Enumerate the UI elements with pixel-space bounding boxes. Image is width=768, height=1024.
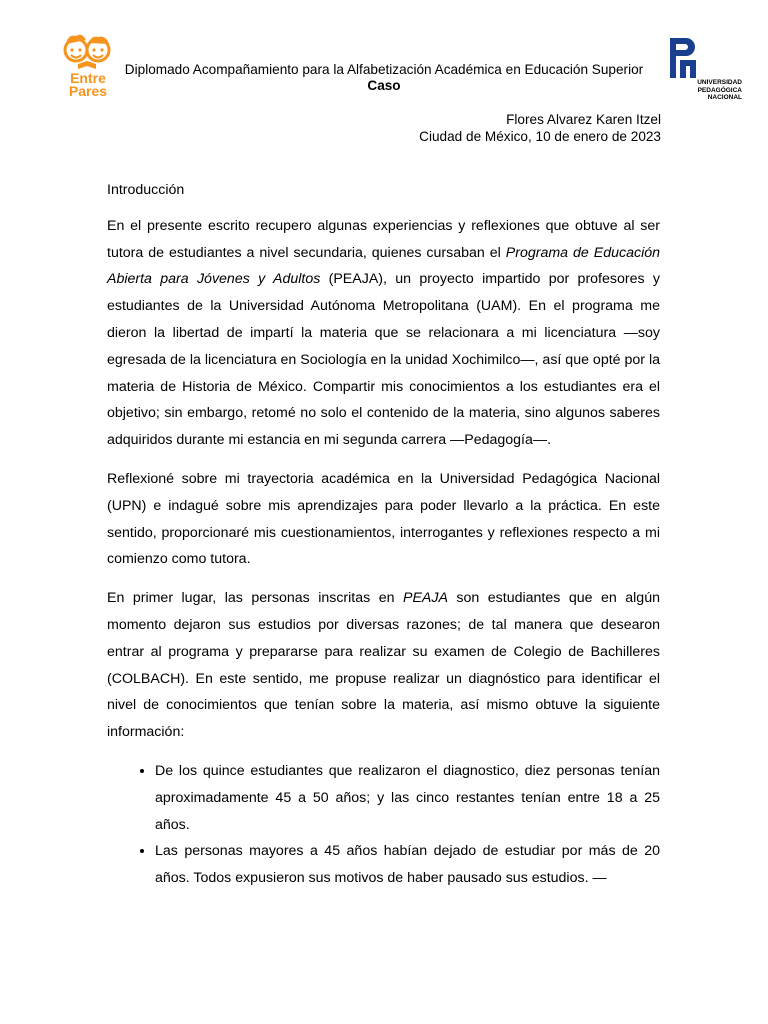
upn-logo [666, 38, 742, 104]
list-item: • De los quince estudiantes que realizaron el diagnostico, diez personas tenían aproximadamente 45 a 50 años; y las cinco restantes tenían entre 18 a 25 años. [155, 758, 660, 838]
upn-emblem-icon [668, 38, 698, 78]
program-name: Programa de Educación Abierta para Jóvenes y Adultos [107, 244, 661, 288]
entre-pares-logo [58, 28, 118, 104]
paragraph-1 [107, 213, 660, 454]
paragraph-1-part-b: (PEAJA), un proyecto impartido por profesores y estudiantes de la Universidad Autónoma Metropolitana (UAM). En el programa me dieron la libertad de impartí la materia que se relacionara a mi licenciatura —soy egresada de la licenciatura en Sociología en la unidad Xochimilco—, así que opté por la materia de Historia de México. Compartir mis conocimientos a los estudiantes era el objetivo; sin embargo, retomé no solo el contenido de la materia, sino algunos saberes adquiridos durante mi estancia en mi segunda carrera —Pedagogía—. [107, 271, 660, 449]
logo-text-pares: Pares [68, 83, 108, 99]
author-block [419, 111, 661, 145]
upn-text-nacional: NACIONAL [707, 94, 742, 101]
paragraph-3-part-a: En primer lugar, las personas inscritas en [107, 590, 403, 607]
paragraph-3 [107, 585, 660, 746]
logo-text-entre: Entre [70, 70, 106, 86]
upn-text-universidad: UNIVERSIDAD [697, 79, 742, 86]
place-date: Ciudad de México, 10 de enero de 2023 [419, 129, 661, 144]
section-heading: Introducción [107, 182, 185, 198]
list-item: • Las personas mayores a 45 años habían dejado de estudiar por más de 20 años. Todos expusieron sus motivos de haber pausado sus estudios. — [155, 838, 660, 892]
upn-text-pedagogica: PEDAGÓGICA [697, 86, 742, 94]
document-type: Caso [367, 78, 401, 93]
children-faces-icon [62, 30, 112, 70]
paragraph-1-part-a: En el presente escrito recupero algunas experiencias y reflexiones que obtuve al ser tutora de estudiantes a nivel secundaria, quienes cursaban el [107, 217, 660, 261]
paragraph-2: Reflexioné sobre mi trayectoria académica en la Universidad Pedagógica Nacional (UPN) e indagué sobre mis aprendizajes para poder llevarlo a la práctica. En este sentido, proporcionaré mis cuestionamientos, interrogantes y reflexiones respecto a mi comienzo como tutora. [107, 470, 660, 568]
paragraph-3-part-b: son estudiantes que en algún momento dejaron sus estudios por diversas razones; de tal manera que desearon entrar al programa y prepararse para realizar su examen de Colegio de Bachilleres (COLBACH). En este sentido, me propuse realizar un diagnóstico para identificar el nivel de conocimientos que tenían sobre la materia, así mismo obtuve la siguiente información: [107, 590, 660, 741]
peaja-acronym: PEAJA [402, 590, 448, 607]
diplomado-title: Diplomado Acompañamiento para la Alfabetización Académica en Educación Superior [124, 62, 644, 77]
document-body [107, 177, 660, 892]
findings-list [107, 758, 660, 892]
author-name: Flores Alvarez Karen Itzel [506, 112, 661, 127]
